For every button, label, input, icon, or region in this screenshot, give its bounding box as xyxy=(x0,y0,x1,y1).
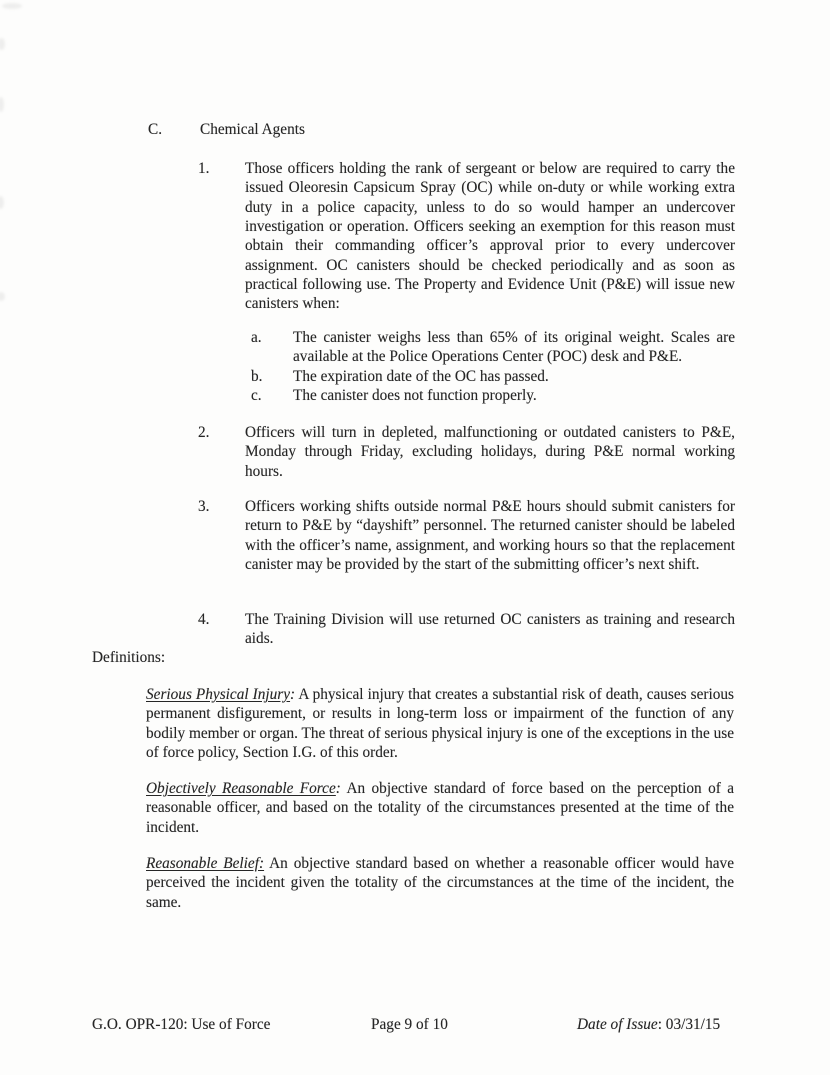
definition-term: Reasonable Belief: xyxy=(146,855,265,872)
sublist-item-text: The expiration date of the OC has passed. xyxy=(293,367,549,385)
section-label: C. xyxy=(148,121,163,138)
section-heading xyxy=(148,120,305,139)
definition-term: Objectively Reasonable Force xyxy=(146,780,336,797)
definition-body: A physical injury that creates a substantial risk of death, causes serious permanent disfigurement, or results in long-term loss or impairment of the function of any bodily member or organ. The threat of serious physical injury is one of the exceptions in the use of force policy, Section I.G. of this order. xyxy=(146,686,734,762)
sublist-item-text: The canister does not function properly. xyxy=(293,387,537,405)
footer-date-of-issue xyxy=(577,1015,720,1034)
sublist-item-number: c. xyxy=(251,387,262,405)
definitions-heading: Definitions: xyxy=(92,649,166,666)
scan-artifact xyxy=(0,97,4,112)
scan-artifact xyxy=(0,38,5,50)
definition-term: Serious Physical Injury xyxy=(146,686,291,703)
footer-page-number: Page 9 of 10 xyxy=(371,1016,448,1033)
definition-reasonable-belief xyxy=(146,854,734,912)
list-item-text: Officers working shifts outside normal P&E hours should submit canisters for return to P&E by “dayshift” personnel. The returned canister should be labeled with the officer’s name, assignment, and working hours so that the replacement canister may be provided by the start of the submitting officer’s next shift. xyxy=(245,498,735,574)
list-item-number: 2. xyxy=(198,424,210,441)
definition-body: An objective standard of force based on the perception of a reasonable officer, and based on the totality of the circumstances presented at the time of the incident. xyxy=(146,780,735,836)
sublist-item-text: The canister weighs less than 65% of its original weight. Scales are available at the Police Operations Center (POC) desk and P&E. xyxy=(293,329,735,366)
list-item-2 xyxy=(198,423,735,481)
list-item-number: 1. xyxy=(198,160,210,177)
list-item-3 xyxy=(198,497,735,574)
list-item-text: Officers will turn in depleted, malfunctioning or outdated canisters to P&E, Monday through Friday, excluding holidays, during P&E normal working hours. xyxy=(245,424,735,480)
scan-artifact xyxy=(0,292,5,301)
definition-body: An objective standard based on whether a reasonable officer would have perceived the incident given the totality of the circumstances at the time of the incident, the same. xyxy=(146,855,734,911)
footer-date-value: : 03/31/15 xyxy=(657,1016,721,1033)
sublist-item-b xyxy=(251,367,735,386)
sublist-item-c xyxy=(251,386,735,405)
list-item-text: Those officers holding the rank of sergeant or below are required to carry the issued Oleoresin Capsicum Spray (OC) while on-duty or while working extra duty in a police capacity, unless to do so would hamper an undercover investigation or operation. Officers seeking an exemption for this reason must obtain their commanding officer’s approval prior to every undercover assignment. OC canisters should be checked periodically and as soon as practical following use. The Property and Evidence Unit (P&E) will issue new canisters when: xyxy=(245,160,735,313)
sublist-item-number: a. xyxy=(251,329,262,346)
list-item-number: 4. xyxy=(198,611,210,628)
scan-artifact xyxy=(0,196,4,209)
definition-term-separator: : xyxy=(335,780,341,797)
list-item-text: The Training Division will use returned OC canisters as training and research aids. xyxy=(245,611,735,648)
definition-serious-physical-injury xyxy=(146,685,734,762)
sublist xyxy=(251,328,735,405)
scan-artifact xyxy=(2,3,22,9)
list-item-number: 3. xyxy=(198,498,210,515)
footer-date-label: Date of Issue xyxy=(577,1016,658,1033)
definition-objectively-reasonable-force xyxy=(146,779,734,837)
sublist-item-a xyxy=(251,328,735,367)
sublist-item-number: b. xyxy=(251,367,263,385)
list-item-1 xyxy=(198,159,735,314)
list-item-4 xyxy=(198,610,735,649)
section-title: Chemical Agents xyxy=(200,121,305,138)
footer-document-id: G.O. OPR-120: Use of Force xyxy=(92,1016,271,1033)
definition-term-separator: : xyxy=(290,686,296,703)
